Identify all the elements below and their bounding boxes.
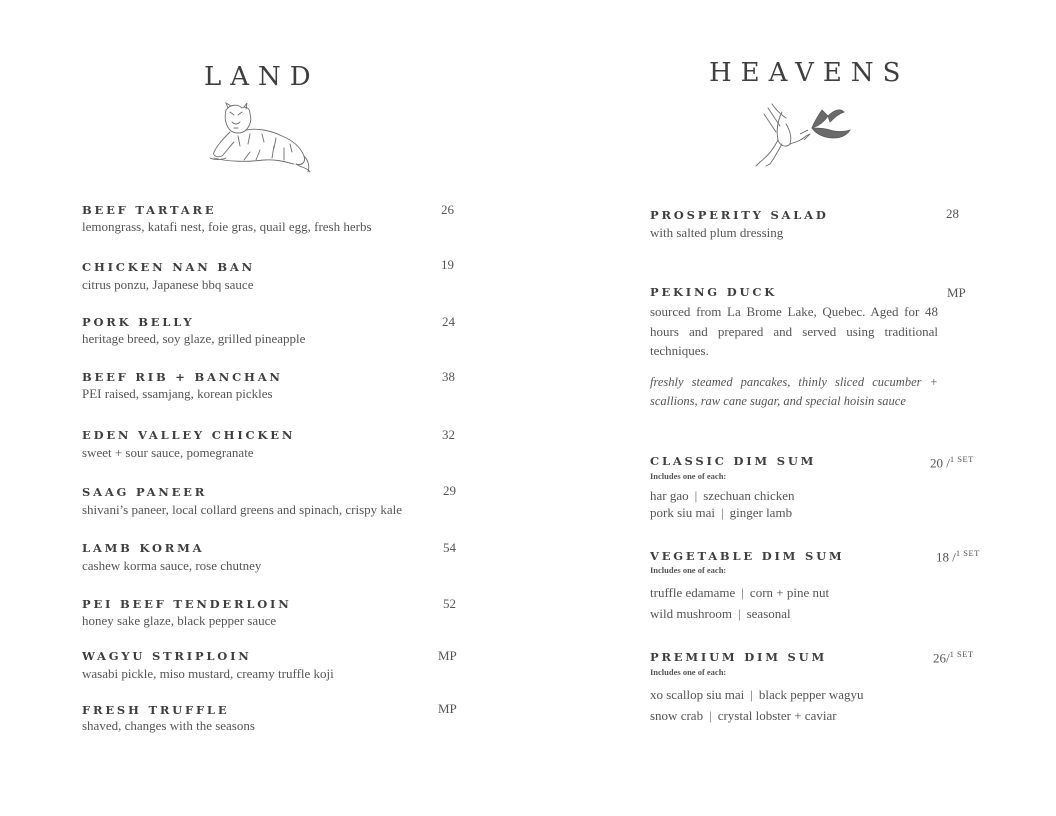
classic-dim-sum-line-1: har gao | szechuan chicken [650,488,795,503]
peking-duck-name: PEKING DUCK [650,285,778,299]
premium-dim-sum-name: PREMIUM DIM SUM [650,650,827,664]
prosperity-salad-price: 28 [946,206,959,221]
vegetable-dim-sum-line-2: wild mushroom | seasonal [650,606,791,621]
classic-dim-sum-name: CLASSIC DIM SUM [650,454,817,468]
menu-item-desc: lemongrass, katafi nest, foie gras, quail egg, fresh herbs [82,219,372,234]
menu-item-name: LAMB KORMA [82,541,205,555]
prosperity-salad-desc: with salted plum dressing [650,225,784,240]
tiger-illustration [204,102,314,174]
classic-dim-sum-price: 20 /$^{1 SET}$ [930,454,974,471]
menu-item-desc: heritage breed, soy glaze, grilled pineapple [82,331,306,346]
menu-item-price: MP [438,701,457,716]
menu-item-name: EDEN VALLEY CHICKEN [82,428,296,442]
menu-item-price: 29 [443,483,456,498]
menu-item-name: PORK BELLY [82,315,195,329]
menu-item-name: FRESH TRUFFLE [82,703,230,717]
peking-duck-desc: sourced from La Brome Lake, Quebec. Aged for 48 hours and prepared and served using traditional techniques. [650,304,938,358]
vegetable-dim-sum-price: 18 /$^{1 SET}$ [936,548,980,565]
menu-item-price: 54 [443,540,456,555]
classic-dim-sum-note: Includes one of each: [650,471,727,481]
premium-dim-sum-price: 26/$^{1 SET}$ [933,649,974,666]
menu-item-price: 26 [441,202,454,217]
menu-item-desc: shivani’s paneer, local collard greens and spinach, crispy kale [82,502,403,517]
menu-item-name: PEI BEEF TENDERLOIN [82,597,292,611]
price-unit: 1 SET [949,649,974,659]
cranes-illustration [752,100,856,168]
menu-item-price: 24 [442,314,455,329]
vegetable-dim-sum-name: VEGETABLE DIM SUM [650,549,845,563]
menu-item-price: 32 [442,427,455,442]
menu-item-price: 19 [441,257,454,272]
menu-item-desc: shaved, changes with the seasons [82,718,255,733]
vegetable-dim-sum-line-1: truffle edamame | corn + pine nut [650,585,830,600]
land-title: LAND [204,62,320,92]
menu-item-desc: wasabi pickle, miso mustard, creamy truffle koji [82,666,334,681]
menu-item-desc: sweet + sour sauce, pomegranate [82,445,254,460]
peking-duck-serving: freshly steamed pancakes, thinly sliced cucumber + scallions, raw cane sugar, and special hoisin sauce [650,375,938,408]
menu-item-price: MP [438,648,457,663]
menu-item-price: 38 [442,369,455,384]
menu-item-price: 52 [443,596,456,611]
heavens-title: HEAVENS [709,58,910,88]
menu-item-desc: honey sake glaze, black pepper sauce [82,613,277,628]
price-unit: 1 SET [955,548,980,558]
menu-item-desc: citrus ponzu, Japanese bbq sauce [82,277,254,292]
menu-item-desc: PEI raised, ssamjang, korean pickles [82,386,273,401]
menu-item-name: CHICKEN NAN BAN [82,260,255,274]
premium-dim-sum-note: Includes one of each: [650,667,727,677]
menu-item-name: WAGYU STRIPLOIN [82,649,252,663]
premium-dim-sum-line-1: xo scallop siu mai | black pepper wagyu [650,687,864,702]
classic-dim-sum-line-2: pork siu mai | ginger lamb [650,505,793,520]
prosperity-salad-name: PROSPERITY SALAD [650,208,829,222]
premium-dim-sum-line-2: snow crab | crystal lobster + caviar [650,708,837,723]
menu-item-name: SAAG PANEER [82,485,208,499]
price-unit: 1 SET [949,454,974,464]
menu-item-name: BEEF RIB + BANCHAN [82,370,283,384]
vegetable-dim-sum-note: Includes one of each: [650,565,727,575]
peking-duck-price: MP [947,285,966,300]
menu-item-name: BEEF TARTARE [82,203,217,217]
menu-item-desc: cashew korma sauce, rose chutney [82,558,262,573]
